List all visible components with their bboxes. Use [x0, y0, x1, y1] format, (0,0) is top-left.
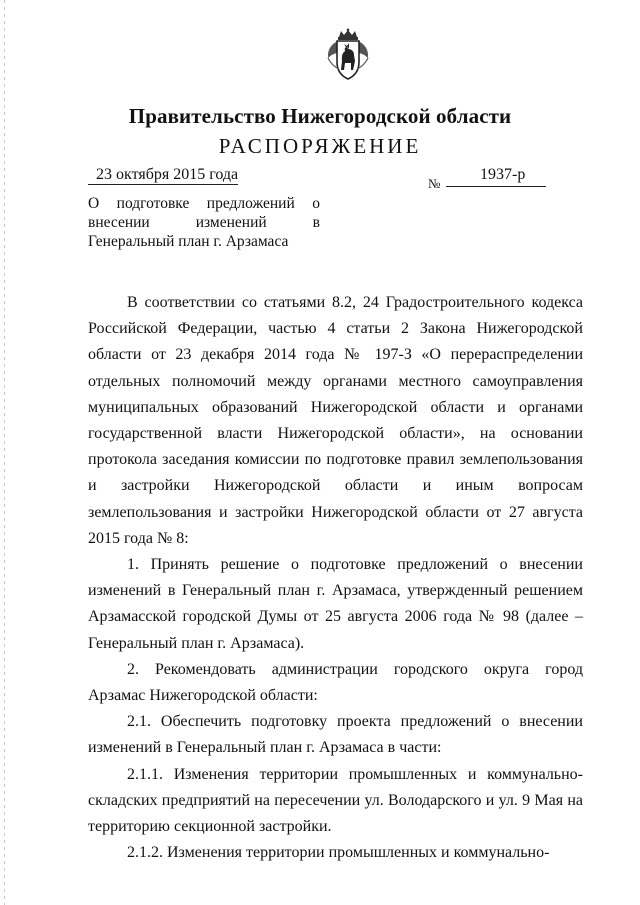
- document-body: [88, 290, 583, 866]
- date-underline: [88, 184, 238, 185]
- body-paragraph: 2. Рекомендовать администрации городского округа город Арзамас Нижегородской области:: [88, 660, 583, 705]
- organization-title: Правительство Нижегородской области: [128, 104, 512, 128]
- body-paragraph: 2.1. Обеспечить подготовку проекта предложений о внесении изменений в Генеральный план г. Арзамаса в части:: [88, 713, 583, 757]
- coat-of-arms-icon: [325, 28, 371, 82]
- body-paragraph: В соответствии со статьями 8.2, 24 Градостроительного кодекса Российской Федерации, частью 4 статьи 2 Закона Нижегородской области от 23 декабря 2014 года № 197-З «О перераспределении отдельных полномочий между органами местного самоуправления муниципальных образований Нижегородской области и органами государственной власти Нижегородской области», на основании протокола заседания комиссии по подготовке правил землепользования и застройки Нижегородской области и иным вопросам землепользования и застройки Нижегородской области от 27 августа 2015 года № 8:: [88, 294, 583, 547]
- body-paragraph: 2.1.2. Изменения территории промышленных и коммунально-: [127, 844, 550, 862]
- subject-line: О подготовке предложений о: [88, 195, 320, 212]
- body-paragraph: 2.1.1. Изменения территории промышленных и коммунально-складских предприятий на пересечении ул. Володарского и ул. 9 Мая на территорию секционной застройки.: [88, 765, 583, 836]
- number-underline: [446, 186, 546, 187]
- body-paragraph: 1. Принять решение о подготовке предложений о внесении изменений в Генеральный план г. Арзамаса, утвержденный решением Арзамасской городской Думы от 25 августа 2006 года № 98 (далее – Генеральный план г. Арзамаса).: [88, 556, 583, 652]
- document-subject: [88, 194, 320, 251]
- document-number: 1937-р: [480, 166, 526, 183]
- subject-line: внесении изменений в: [88, 214, 320, 231]
- document-date: 23 октября 2015 года: [96, 166, 239, 183]
- subject-line: Генеральный план г. Арзамаса: [88, 233, 289, 250]
- document-type-title: РАСПОРЯЖЕНИЕ: [218, 134, 422, 158]
- number-sign: №: [428, 176, 441, 191]
